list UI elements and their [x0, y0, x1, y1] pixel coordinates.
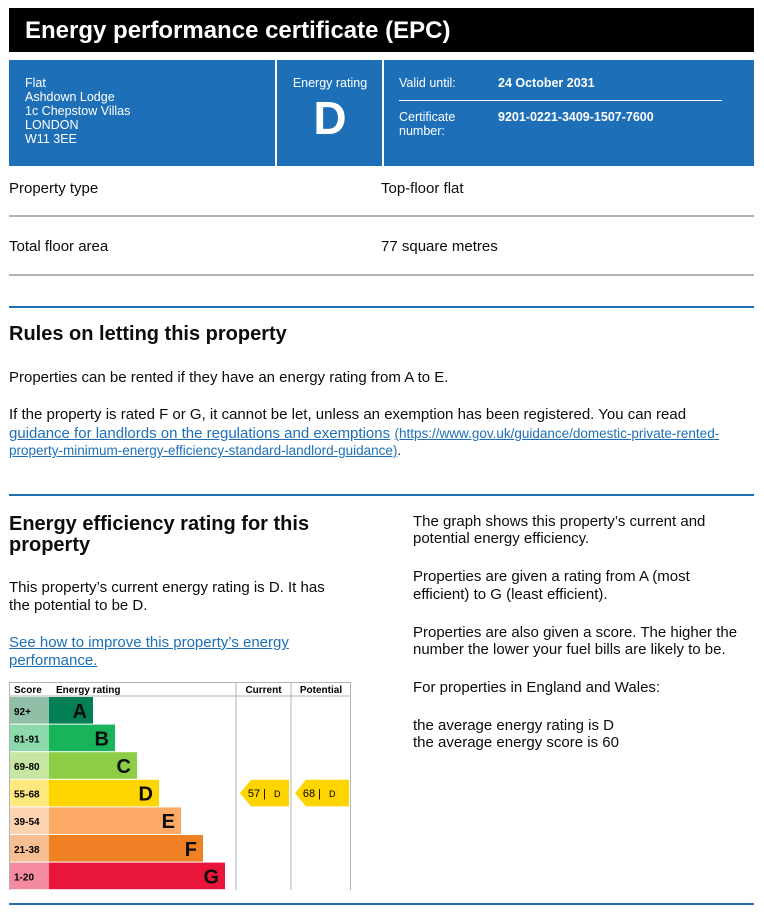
info-text: For properties in England and Wales: — [413, 679, 661, 696]
guidance-link-line — [9, 442, 401, 459]
certificate-number-label: number: — [399, 124, 445, 138]
efficiency-heading: Energy efficiency rating for this — [9, 513, 310, 535]
current-rating-text: This property’s current energy rating is D. It has — [9, 579, 325, 596]
section-divider — [9, 903, 754, 905]
summary-box — [9, 60, 754, 166]
chart-markers — [240, 780, 349, 807]
address-line: LONDON — [25, 118, 79, 132]
guidance-link[interactable]: guidance for landlords on the regulations and exemptions — [9, 425, 391, 442]
current-rating-text: the potential to be D. — [9, 597, 148, 614]
potential-rating-marker-band: D — [329, 789, 336, 800]
info-text: The graph shows this property’s current and — [413, 513, 706, 530]
info-text: efficient) to G (least efficient). — [413, 586, 608, 603]
efficiency-heading: property — [9, 534, 91, 556]
band-score-label: 21-38 — [14, 844, 40, 856]
band-bar — [49, 835, 203, 862]
floor-area-label: Total floor area — [9, 238, 109, 255]
chart-header-rating: Energy rating — [56, 685, 121, 696]
info-text: Properties are given a rating from A (most — [413, 568, 690, 585]
guidance-url[interactable]: (https://www.gov.uk/guidance/domestic-private-rented- — [394, 426, 720, 441]
property-type-label: Property type — [9, 180, 99, 197]
improve-link[interactable]: performance. — [9, 652, 98, 669]
page-title: Energy performance certificate (EPC) — [25, 17, 451, 44]
letting-paragraph: If the property is rated F or G, it cannot be let, unless an exemption has been registered. You can read — [9, 406, 687, 423]
floor-area-value: 77 square metres — [381, 238, 498, 255]
period: . — [397, 443, 402, 458]
valid-until-value: 24 October 2031 — [498, 76, 595, 90]
band-letter: G — [203, 866, 219, 889]
chart-header-score: Score — [14, 685, 42, 696]
current-rating-marker-band: D — [274, 789, 281, 800]
divider — [9, 274, 754, 276]
current-rating-marker-score: 57 | — [247, 788, 266, 801]
certificate-number-label: Certificate — [399, 110, 456, 124]
divider — [382, 60, 384, 166]
guidance-link-line — [9, 425, 719, 442]
band-score-label: 92+ — [14, 706, 31, 718]
band-score-label: 1-20 — [14, 872, 35, 884]
letting-heading: Rules on letting this property — [9, 323, 287, 345]
certificate-number-value: 9201-0221-3409-1507-7600 — [498, 110, 654, 124]
chart-header-potential: Potential — [299, 685, 343, 696]
band-bar — [49, 863, 225, 890]
divider — [399, 100, 722, 101]
band-letter: B — [94, 728, 109, 751]
improve-link[interactable]: See how to improve this property’s energy — [9, 634, 289, 651]
address-line: W11 3EE — [25, 132, 77, 146]
band-letter: A — [72, 700, 87, 723]
address-line: 1c Chepstow Villas — [25, 104, 131, 118]
band-score-label: 69-80 — [14, 762, 40, 773]
divider — [9, 215, 754, 217]
band-letter: F — [184, 838, 197, 861]
title-bar — [9, 8, 754, 52]
band-score-label: 81-91 — [14, 734, 40, 746]
address-line: Ashdown Lodge — [25, 90, 115, 104]
letting-paragraph: Properties can be rented if they have an energy rating from A to E. — [9, 369, 449, 386]
info-text: potential energy efficiency. — [413, 530, 590, 547]
band-score-label: 39-54 — [14, 817, 40, 829]
chart-header-current: Current — [245, 685, 282, 696]
potential-rating-marker-score: 68 | — [302, 788, 321, 801]
average-score-text: the average energy score is 60 — [413, 734, 619, 751]
band-score-label: 55-68 — [14, 789, 40, 801]
band-letter: C — [116, 756, 131, 778]
band-letter: E — [161, 811, 175, 834]
average-rating-text: the average energy rating is D — [413, 717, 614, 734]
energy-rating-value: D — [313, 92, 347, 144]
info-text: Properties are also given a score. The higher the — [413, 624, 738, 641]
property-type-value: Top-floor flat — [381, 180, 464, 197]
guidance-url[interactable]: property-minimum-energy-efficiency-standard-landlord-guidance) — [9, 443, 398, 458]
energy-rating-chart — [9, 682, 352, 890]
section-divider — [9, 306, 754, 308]
info-text: number the lower your fuel bills are likely to be. — [413, 641, 726, 658]
chart-bands — [10, 697, 225, 889]
band-letter: D — [138, 783, 153, 806]
section-divider — [9, 494, 754, 496]
address-line: Flat — [25, 76, 46, 90]
energy-rating-label: Energy rating — [292, 76, 368, 90]
valid-until-label: Valid until: — [399, 76, 456, 90]
